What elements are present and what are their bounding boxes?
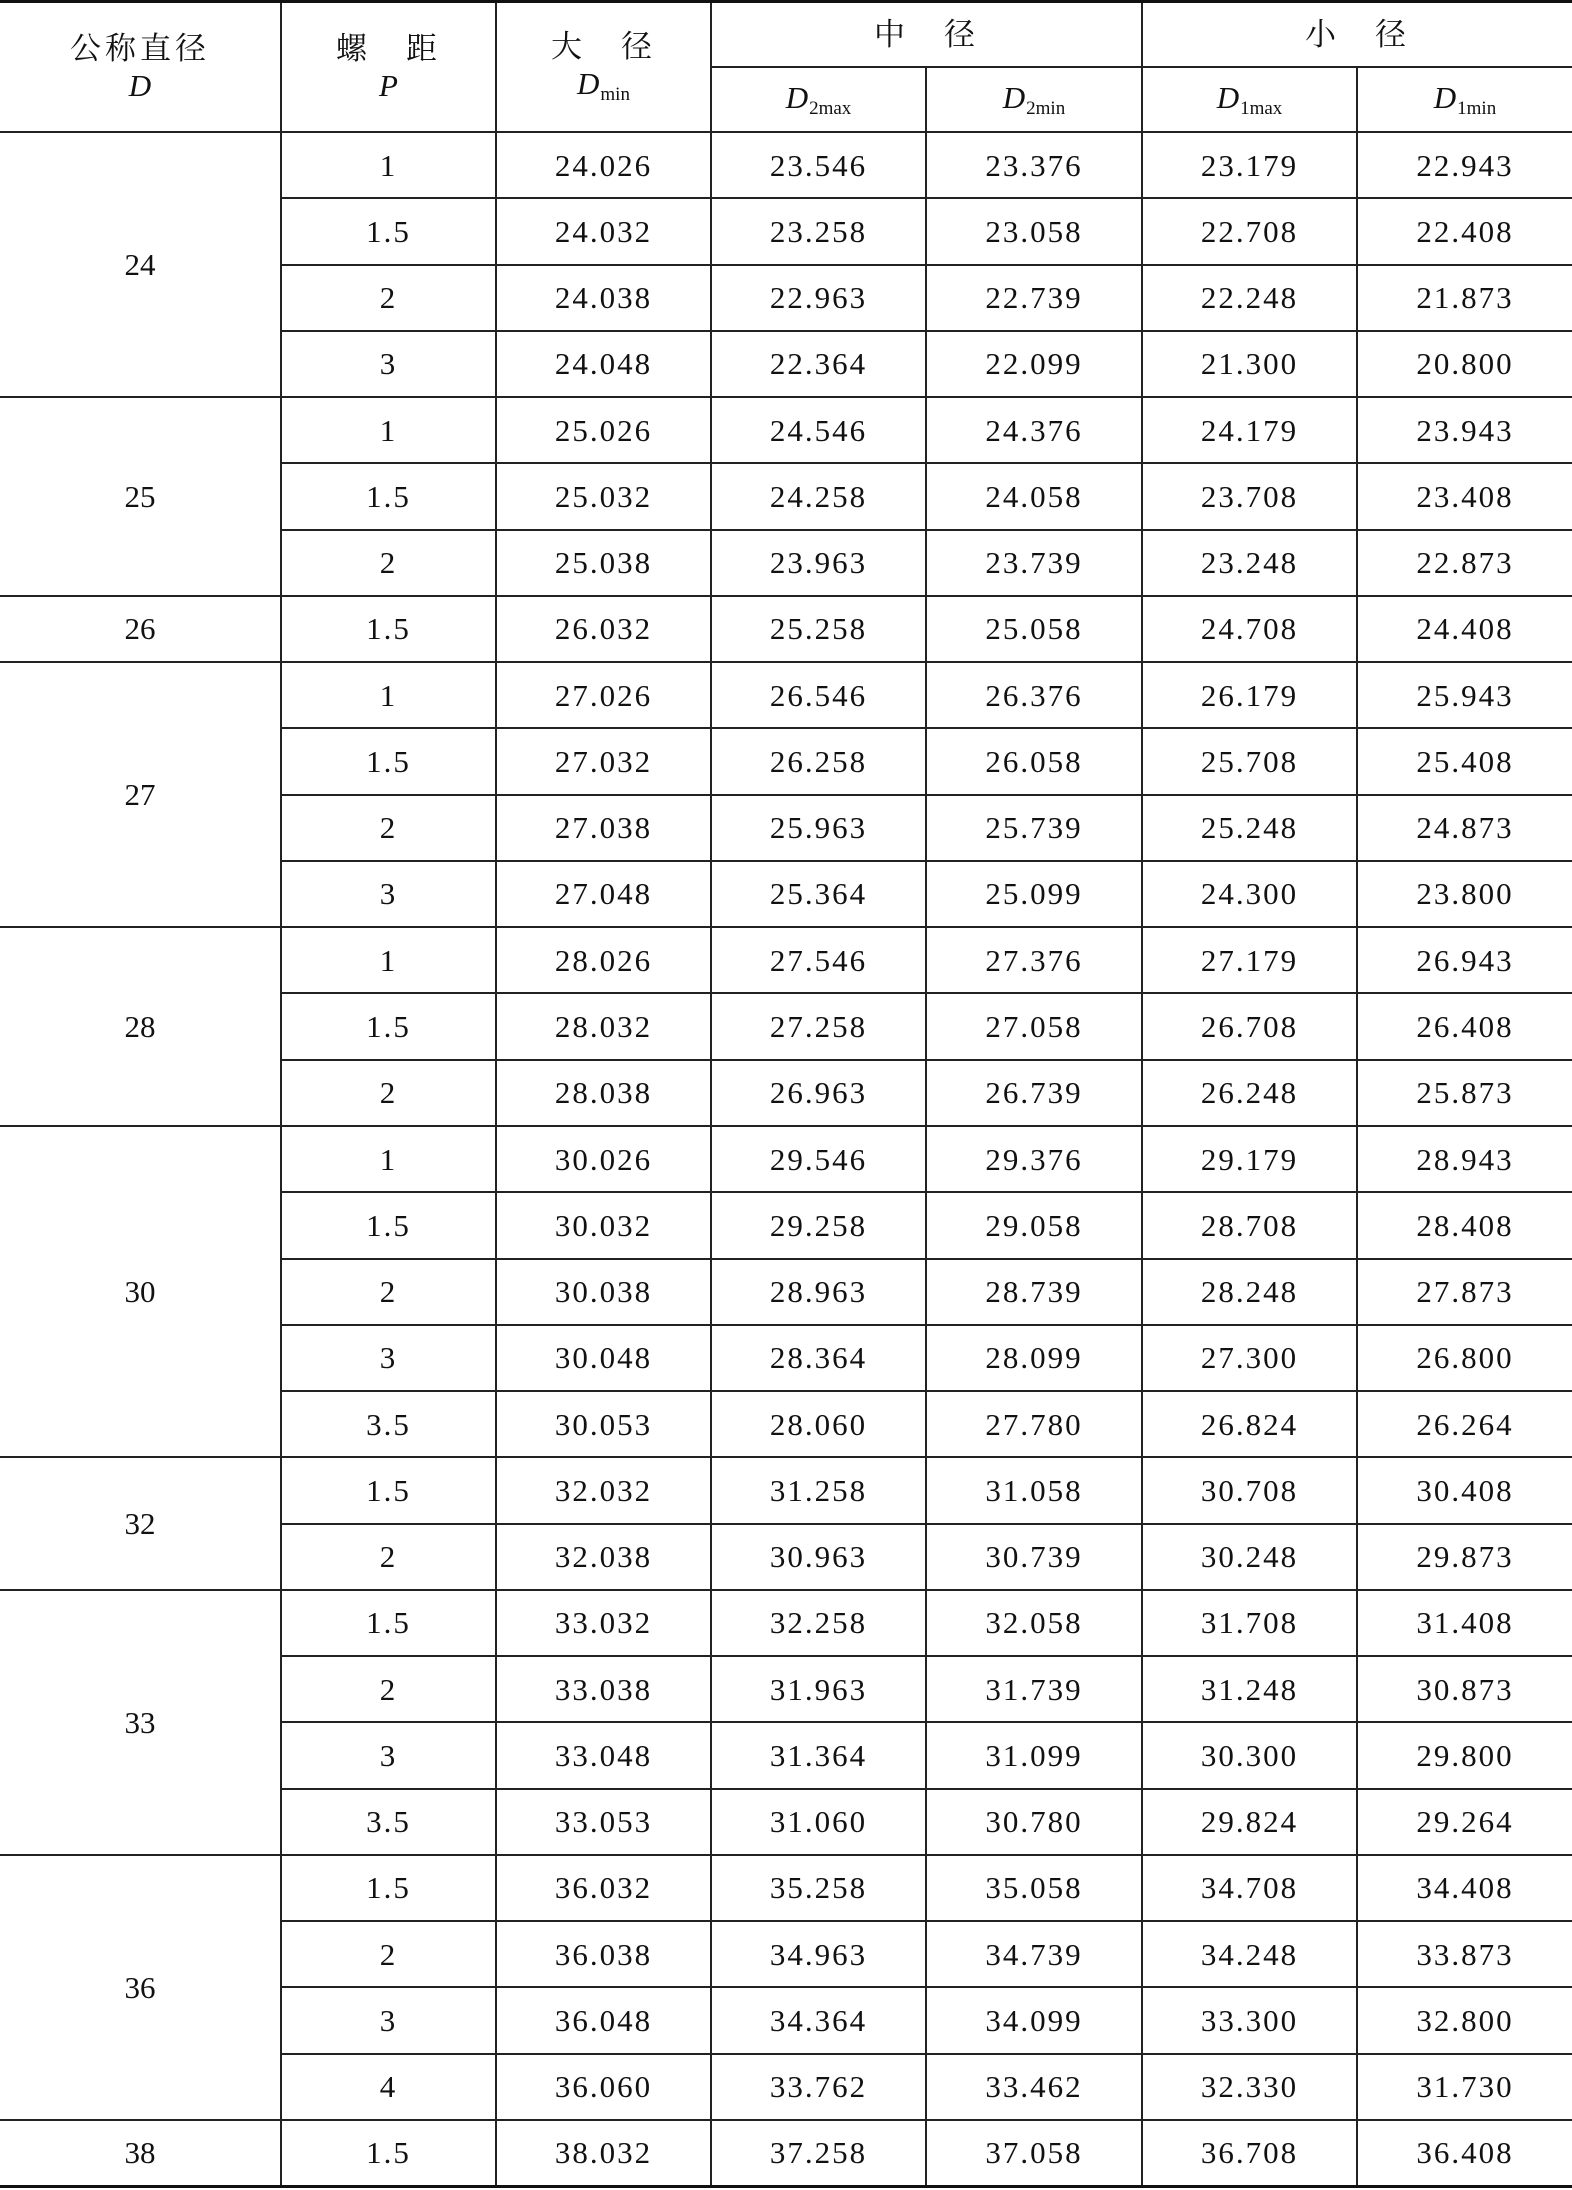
pitch-dia-min-cell: 32.058 <box>926 1590 1142 1656</box>
pitch-cell: 2 <box>281 1656 496 1722</box>
major-min-cell: 33.053 <box>496 1789 711 1855</box>
pitch-dia-max-cell: 28.060 <box>711 1391 926 1457</box>
pitch-dia-max-cell: 31.364 <box>711 1722 926 1788</box>
pitch-dia-max-cell: 23.546 <box>711 132 926 198</box>
pitch-dia-min-cell: 29.058 <box>926 1192 1142 1258</box>
pitch-dia-max-cell: 25.963 <box>711 795 926 861</box>
minor-max-cell: 24.179 <box>1142 397 1357 463</box>
minor-min-cell: 26.800 <box>1357 1325 1572 1391</box>
minor-max-cell: 36.708 <box>1142 2120 1357 2187</box>
pitch-dia-min-cell: 29.376 <box>926 1126 1142 1192</box>
major-min-cell: 24.048 <box>496 331 711 397</box>
major-min-cell: 30.053 <box>496 1391 711 1457</box>
minor-min-cell: 23.800 <box>1357 861 1572 927</box>
pitch-dia-max-cell: 25.258 <box>711 596 926 662</box>
major-min-cell: 28.026 <box>496 927 711 993</box>
minor-min-cell: 25.943 <box>1357 662 1572 728</box>
pitch-cell: 2 <box>281 265 496 331</box>
pitch-symbol: P <box>379 68 398 103</box>
pitch-dia-min-cell: 23.739 <box>926 530 1142 596</box>
pitch-dia-max-cell: 29.546 <box>711 1126 926 1192</box>
pitch-dia-min-cell: 37.058 <box>926 2120 1142 2187</box>
pitch-dia-min-cell: 31.058 <box>926 1457 1142 1523</box>
d1min-subscript: 1min <box>1457 97 1497 119</box>
minor-min-cell: 25.873 <box>1357 1060 1572 1126</box>
minor-min-cell: 28.408 <box>1357 1192 1572 1258</box>
pitch-dia-max-cell: 31.060 <box>711 1789 926 1855</box>
d2max-subscript: 2max <box>809 97 852 119</box>
major-min-cell: 28.038 <box>496 1060 711 1126</box>
minor-min-cell: 26.943 <box>1357 927 1572 993</box>
pitch-dia-max-cell: 23.258 <box>711 198 926 264</box>
pitch-cell: 2 <box>281 530 496 596</box>
pitch-dia-min-cell: 27.376 <box>926 927 1142 993</box>
minor-max-cell: 25.708 <box>1142 728 1357 794</box>
nominal-diameter-cell: 38 <box>0 2120 281 2187</box>
pitch-cell: 1.5 <box>281 1590 496 1656</box>
table-header <box>0 2 1572 133</box>
major-min-cell: 26.032 <box>496 596 711 662</box>
minor-max-cell: 21.300 <box>1142 331 1357 397</box>
pitch-dia-max-cell: 23.963 <box>711 530 926 596</box>
major-min-cell: 24.026 <box>496 132 711 198</box>
d1min-symbol: D <box>1433 79 1457 115</box>
major-diameter-symbol: D <box>577 65 600 101</box>
major-min-cell: 30.048 <box>496 1325 711 1391</box>
table-row <box>0 1590 1572 1656</box>
pitch-cell: 2 <box>281 795 496 861</box>
minor-min-cell: 23.943 <box>1357 397 1572 463</box>
pitch-dia-max-cell: 35.258 <box>711 1855 926 1921</box>
nominal-diameter-label: 公称直径 <box>70 30 210 66</box>
pitch-cell: 1.5 <box>281 1457 496 1523</box>
major-min-cell: 36.038 <box>496 1921 711 1987</box>
minor-max-cell: 30.248 <box>1142 1524 1357 1590</box>
pitch-dia-min-cell: 23.376 <box>926 132 1142 198</box>
minor-min-cell: 22.943 <box>1357 132 1572 198</box>
major-diameter-label: 大 径 <box>551 28 656 64</box>
minor-min-cell: 22.873 <box>1357 530 1572 596</box>
header-nominal-diameter <box>0 2 281 133</box>
pitch-label: 螺 距 <box>336 30 441 66</box>
pitch-cell: 3 <box>281 861 496 927</box>
pitch-dia-max-cell: 27.258 <box>711 993 926 1059</box>
major-min-cell: 32.032 <box>496 1457 711 1523</box>
minor-max-cell: 28.708 <box>1142 1192 1357 1258</box>
major-min-cell: 27.038 <box>496 795 711 861</box>
minor-max-cell: 27.300 <box>1142 1325 1357 1391</box>
minor-min-cell: 20.800 <box>1357 331 1572 397</box>
minor-max-cell: 27.179 <box>1142 927 1357 993</box>
minor-max-cell: 26.824 <box>1142 1391 1357 1457</box>
major-min-cell: 25.026 <box>496 397 711 463</box>
d1max-symbol: D <box>1216 79 1240 115</box>
pitch-cell: 2 <box>281 1524 496 1590</box>
pitch-cell: 2 <box>281 1259 496 1325</box>
pitch-dia-max-cell: 24.258 <box>711 463 926 529</box>
nominal-diameter-cell: 36 <box>0 1855 281 2120</box>
pitch-diameter-label: 中 径 <box>874 16 979 52</box>
pitch-cell: 1.5 <box>281 1192 496 1258</box>
minor-min-cell: 23.408 <box>1357 463 1572 529</box>
minor-max-cell: 22.708 <box>1142 198 1357 264</box>
pitch-cell: 1.5 <box>281 463 496 529</box>
minor-max-cell: 31.708 <box>1142 1590 1357 1656</box>
pitch-dia-min-cell: 30.739 <box>926 1524 1142 1590</box>
pitch-dia-max-cell: 34.364 <box>711 1987 926 2053</box>
minor-min-cell: 32.800 <box>1357 1987 1572 2053</box>
pitch-dia-max-cell: 31.963 <box>711 1656 926 1722</box>
minor-min-cell: 30.408 <box>1357 1457 1572 1523</box>
header-minor-diameter <box>1142 2 1572 68</box>
pitch-dia-min-cell: 22.099 <box>926 331 1142 397</box>
header-major-diameter <box>496 2 711 133</box>
pitch-dia-min-cell: 28.739 <box>926 1259 1142 1325</box>
minor-diameter-label: 小 径 <box>1305 16 1410 52</box>
pitch-cell: 1 <box>281 662 496 728</box>
minor-max-cell: 23.708 <box>1142 463 1357 529</box>
minor-max-cell: 33.300 <box>1142 1987 1357 2053</box>
minor-max-cell: 22.248 <box>1142 265 1357 331</box>
header-d1max <box>1142 67 1357 132</box>
pitch-dia-max-cell: 26.258 <box>711 728 926 794</box>
pitch-dia-max-cell: 27.546 <box>711 927 926 993</box>
pitch-dia-max-cell: 28.364 <box>711 1325 926 1391</box>
major-min-cell: 27.048 <box>496 861 711 927</box>
nominal-diameter-cell: 25 <box>0 397 281 596</box>
minor-min-cell: 28.943 <box>1357 1126 1572 1192</box>
minor-min-cell: 31.730 <box>1357 2054 1572 2120</box>
header-d2max <box>711 67 926 132</box>
pitch-dia-max-cell: 30.963 <box>711 1524 926 1590</box>
pitch-cell: 4 <box>281 2054 496 2120</box>
nominal-diameter-symbol: D <box>128 68 152 103</box>
minor-min-cell: 34.408 <box>1357 1855 1572 1921</box>
minor-max-cell: 24.708 <box>1142 596 1357 662</box>
minor-max-cell: 23.248 <box>1142 530 1357 596</box>
minor-min-cell: 31.408 <box>1357 1590 1572 1656</box>
table-row <box>0 397 1572 463</box>
pitch-dia-max-cell: 25.364 <box>711 861 926 927</box>
pitch-dia-min-cell: 30.780 <box>926 1789 1142 1855</box>
minor-min-cell: 27.873 <box>1357 1259 1572 1325</box>
minor-min-cell: 21.873 <box>1357 265 1572 331</box>
pitch-dia-min-cell: 24.058 <box>926 463 1142 529</box>
pitch-cell: 2 <box>281 1060 496 1126</box>
minor-min-cell: 30.873 <box>1357 1656 1572 1722</box>
minor-max-cell: 29.824 <box>1142 1789 1357 1855</box>
pitch-dia-min-cell: 25.739 <box>926 795 1142 861</box>
pitch-cell: 1 <box>281 397 496 463</box>
minor-max-cell: 34.708 <box>1142 1855 1357 1921</box>
pitch-dia-min-cell: 22.739 <box>926 265 1142 331</box>
pitch-dia-max-cell: 24.546 <box>711 397 926 463</box>
d2min-subscript: 2min <box>1026 97 1066 119</box>
table-row <box>0 132 1572 198</box>
minor-min-cell: 26.264 <box>1357 1391 1572 1457</box>
d2max-symbol: D <box>785 79 809 115</box>
pitch-dia-max-cell: 22.364 <box>711 331 926 397</box>
minor-max-cell: 32.330 <box>1142 2054 1357 2120</box>
nominal-diameter-cell: 28 <box>0 927 281 1126</box>
major-min-cell: 33.032 <box>496 1590 711 1656</box>
pitch-cell: 1.5 <box>281 728 496 794</box>
pitch-dia-max-cell: 22.963 <box>711 265 926 331</box>
pitch-dia-min-cell: 26.058 <box>926 728 1142 794</box>
pitch-cell: 3 <box>281 331 496 397</box>
minor-min-cell: 25.408 <box>1357 728 1572 794</box>
pitch-dia-min-cell: 34.739 <box>926 1921 1142 1987</box>
minor-max-cell: 30.708 <box>1142 1457 1357 1523</box>
pitch-dia-max-cell: 33.762 <box>711 2054 926 2120</box>
pitch-cell: 3.5 <box>281 1789 496 1855</box>
major-min-cell: 36.060 <box>496 2054 711 2120</box>
minor-max-cell: 34.248 <box>1142 1921 1357 1987</box>
major-min-cell: 38.032 <box>496 2120 711 2187</box>
pitch-cell: 3 <box>281 1722 496 1788</box>
pitch-cell: 1.5 <box>281 2120 496 2187</box>
pitch-cell: 1 <box>281 132 496 198</box>
minor-max-cell: 25.248 <box>1142 795 1357 861</box>
minor-max-cell: 29.179 <box>1142 1126 1357 1192</box>
minor-max-cell: 26.248 <box>1142 1060 1357 1126</box>
pitch-dia-min-cell: 23.058 <box>926 198 1142 264</box>
major-min-cell: 30.038 <box>496 1259 711 1325</box>
nominal-diameter-cell: 26 <box>0 596 281 662</box>
header-pitch <box>281 2 496 133</box>
pitch-dia-max-cell: 31.258 <box>711 1457 926 1523</box>
major-min-cell: 28.032 <box>496 993 711 1059</box>
pitch-dia-min-cell: 26.376 <box>926 662 1142 728</box>
table-row <box>0 2120 1572 2187</box>
pitch-dia-min-cell: 27.780 <box>926 1391 1142 1457</box>
pitch-cell: 1.5 <box>281 198 496 264</box>
pitch-cell: 2 <box>281 1921 496 1987</box>
pitch-cell: 1 <box>281 1126 496 1192</box>
pitch-cell: 3 <box>281 1987 496 2053</box>
d1max-subscript: 1max <box>1240 97 1283 119</box>
pitch-dia-min-cell: 35.058 <box>926 1855 1142 1921</box>
pitch-cell: 1.5 <box>281 993 496 1059</box>
major-min-cell: 30.026 <box>496 1126 711 1192</box>
pitch-cell: 1.5 <box>281 1855 496 1921</box>
minor-max-cell: 23.179 <box>1142 132 1357 198</box>
major-min-cell: 36.048 <box>496 1987 711 2053</box>
pitch-dia-min-cell: 33.462 <box>926 2054 1142 2120</box>
major-min-cell: 25.032 <box>496 463 711 529</box>
header-d2min <box>926 67 1142 132</box>
d2min-symbol: D <box>1002 79 1026 115</box>
header-pitch-diameter <box>711 2 1142 68</box>
nominal-diameter-cell: 27 <box>0 662 281 927</box>
table-body <box>0 132 1572 2187</box>
major-min-cell: 36.032 <box>496 1855 711 1921</box>
minor-min-cell: 24.873 <box>1357 795 1572 861</box>
major-min-cell: 32.038 <box>496 1524 711 1590</box>
pitch-dia-min-cell: 25.099 <box>926 861 1142 927</box>
pitch-dia-min-cell: 27.058 <box>926 993 1142 1059</box>
pitch-dia-max-cell: 34.963 <box>711 1921 926 1987</box>
major-min-cell: 33.048 <box>496 1722 711 1788</box>
table-row <box>0 1855 1572 1921</box>
major-min-cell: 24.032 <box>496 198 711 264</box>
major-min-cell: 27.032 <box>496 728 711 794</box>
pitch-dia-max-cell: 26.546 <box>711 662 926 728</box>
pitch-dia-max-cell: 26.963 <box>711 1060 926 1126</box>
pitch-cell: 3 <box>281 1325 496 1391</box>
table-row <box>0 662 1572 728</box>
table-row <box>0 927 1572 993</box>
minor-min-cell: 29.264 <box>1357 1789 1572 1855</box>
major-min-cell: 33.038 <box>496 1656 711 1722</box>
nominal-diameter-cell: 24 <box>0 132 281 397</box>
minor-min-cell: 36.408 <box>1357 2120 1572 2187</box>
minor-min-cell: 33.873 <box>1357 1921 1572 1987</box>
minor-max-cell: 28.248 <box>1142 1259 1357 1325</box>
pitch-cell: 3.5 <box>281 1391 496 1457</box>
minor-min-cell: 29.873 <box>1357 1524 1572 1590</box>
major-min-cell: 27.026 <box>496 662 711 728</box>
pitch-dia-min-cell: 26.739 <box>926 1060 1142 1126</box>
pitch-dia-max-cell: 37.258 <box>711 2120 926 2187</box>
pitch-dia-min-cell: 31.739 <box>926 1656 1142 1722</box>
minor-min-cell: 26.408 <box>1357 993 1572 1059</box>
nominal-diameter-cell: 32 <box>0 1457 281 1590</box>
minor-max-cell: 26.708 <box>1142 993 1357 1059</box>
pitch-cell: 1.5 <box>281 596 496 662</box>
pitch-cell: 1 <box>281 927 496 993</box>
header-row-1 <box>0 2 1572 68</box>
minor-min-cell: 29.800 <box>1357 1722 1572 1788</box>
table-row <box>0 596 1572 662</box>
major-diameter-subscript: min <box>600 83 630 105</box>
pitch-dia-max-cell: 32.258 <box>711 1590 926 1656</box>
major-min-cell: 25.038 <box>496 530 711 596</box>
pitch-dia-max-cell: 28.963 <box>711 1259 926 1325</box>
minor-min-cell: 22.408 <box>1357 198 1572 264</box>
major-min-cell: 30.032 <box>496 1192 711 1258</box>
pitch-dia-min-cell: 34.099 <box>926 1987 1142 2053</box>
pitch-dia-min-cell: 25.058 <box>926 596 1142 662</box>
minor-max-cell: 24.300 <box>1142 861 1357 927</box>
minor-min-cell: 24.408 <box>1357 596 1572 662</box>
table-row <box>0 1457 1572 1523</box>
pitch-dia-min-cell: 24.376 <box>926 397 1142 463</box>
header-d1min <box>1357 67 1572 132</box>
nominal-diameter-cell: 33 <box>0 1590 281 1855</box>
pitch-dia-max-cell: 29.258 <box>711 1192 926 1258</box>
table-row <box>0 1126 1572 1192</box>
minor-max-cell: 26.179 <box>1142 662 1357 728</box>
minor-max-cell: 30.300 <box>1142 1722 1357 1788</box>
major-min-cell: 24.038 <box>496 265 711 331</box>
nominal-diameter-cell: 30 <box>0 1126 281 1457</box>
pitch-dia-min-cell: 28.099 <box>926 1325 1142 1391</box>
minor-max-cell: 31.248 <box>1142 1656 1357 1722</box>
pitch-dia-min-cell: 31.099 <box>926 1722 1142 1788</box>
